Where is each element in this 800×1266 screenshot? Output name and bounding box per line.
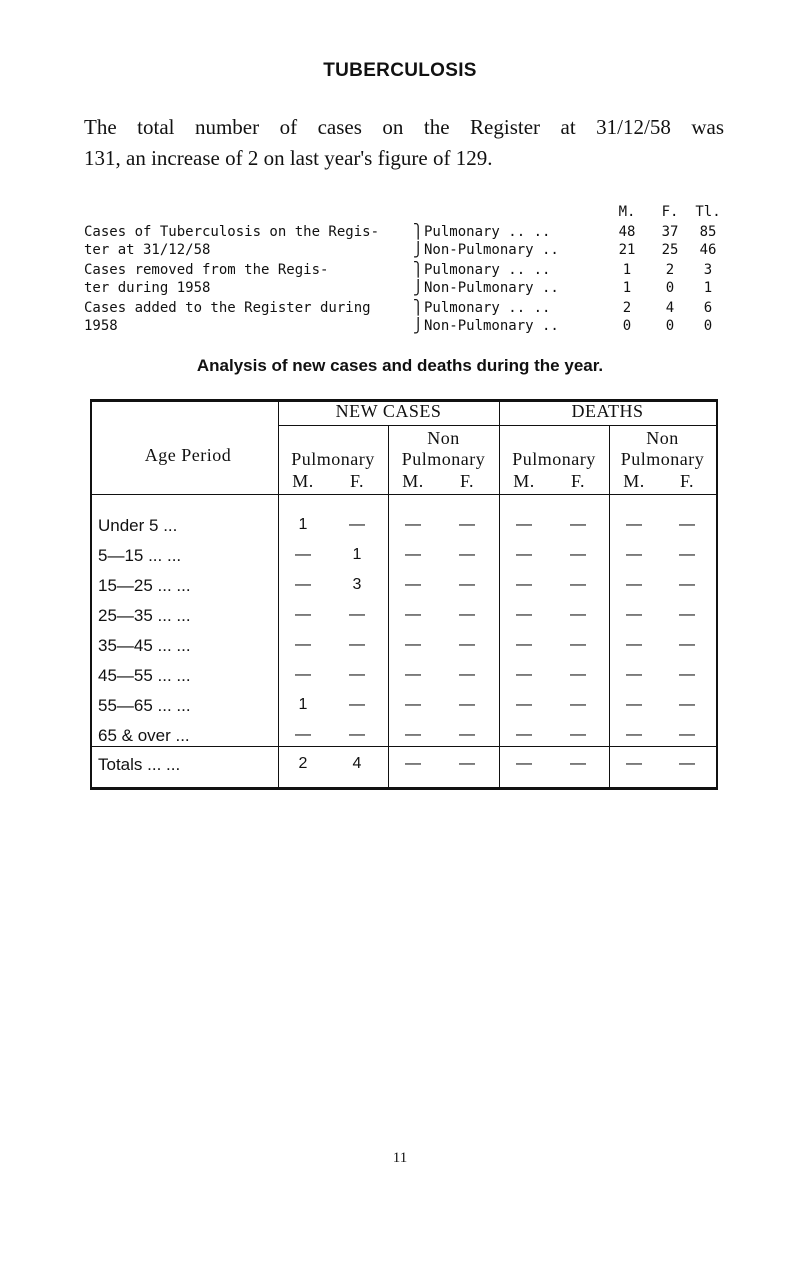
death-non-header: Non: [646, 428, 679, 448]
table-row-value: —: [516, 666, 532, 683]
table-row-value: —: [626, 636, 642, 653]
table-row-age: 5—15 ... ...: [98, 546, 182, 565]
header-male: M.: [618, 204, 636, 220]
new-non-header: Non: [427, 428, 460, 448]
table-row-value: —: [570, 576, 586, 593]
table-row-value: —: [459, 516, 475, 533]
male-count: 1: [622, 280, 632, 296]
table-row-age: 25—35 ... ...: [98, 606, 191, 625]
total-count: 6: [703, 300, 713, 316]
group-header-rule: [278, 425, 716, 426]
brace-bottom: ⎭: [414, 280, 423, 296]
register-type: Pulmonary .. ..: [424, 262, 551, 278]
table-row-value: —: [459, 696, 475, 713]
table-row-age: 35—45 ... ...: [98, 636, 191, 655]
register-header: [84, 204, 724, 222]
totals-row-value: —: [626, 755, 642, 772]
male-count: 0: [622, 318, 632, 334]
table-row-value: —: [516, 726, 532, 743]
brace-bottom: ⎭: [414, 318, 423, 334]
table-row-value: 3: [352, 576, 362, 593]
table-row-value: —: [349, 636, 365, 653]
sub-header-m: M.: [623, 471, 645, 491]
table-row-value: —: [295, 666, 311, 683]
register-type: Non-Pulmonary ..: [424, 318, 559, 334]
table-row-value: —: [626, 576, 642, 593]
register-row: [84, 224, 724, 242]
table-row-value: —: [405, 726, 421, 743]
sub-header-f: F.: [679, 471, 695, 491]
table-row-age: 45—55 ... ...: [98, 666, 191, 685]
death-non-pulmonary-header: Pulmonary: [620, 449, 705, 469]
table-row-value: —: [570, 666, 586, 683]
male-count: 48: [618, 224, 636, 240]
table-row-value: —: [679, 696, 695, 713]
table-row-value: —: [405, 666, 421, 683]
brace-top: ⎫: [414, 224, 423, 240]
table-row-value: —: [459, 546, 475, 563]
table-row-value: —: [459, 576, 475, 593]
table-row-value: —: [349, 516, 365, 533]
deaths-header: DEATHS: [571, 401, 644, 421]
column-rule: [609, 425, 610, 787]
male-count: 1: [622, 262, 632, 278]
totals-row-value: —: [570, 755, 586, 772]
totals-top-rule: [90, 746, 718, 747]
table-row-value: —: [516, 516, 532, 533]
table-row-value: —: [349, 666, 365, 683]
register-row: [84, 280, 724, 298]
female-count: 0: [665, 318, 675, 334]
table-row-value: —: [405, 576, 421, 593]
table-row-value: —: [295, 636, 311, 653]
table-row-value: 1: [298, 516, 308, 533]
table-row-value: —: [626, 516, 642, 533]
table-row-value: —: [679, 546, 695, 563]
sub-header-f: F.: [459, 471, 475, 491]
totals-row-value: —: [405, 755, 421, 772]
table-row-value: —: [295, 546, 311, 563]
register-row: [84, 242, 724, 260]
table-row-value: —: [679, 606, 695, 623]
table-row-value: —: [570, 726, 586, 743]
table-row-value: —: [570, 516, 586, 533]
table-row-value: —: [405, 606, 421, 623]
male-count: 2: [622, 300, 632, 316]
register-description: ter at 31/12/58: [84, 242, 211, 258]
page-title: TUBERCULOSIS: [323, 60, 477, 81]
table-row-value: —: [405, 516, 421, 533]
female-count: 2: [665, 262, 675, 278]
intro-line-1: The total number of cases on the Register at 31/12/58 was: [84, 115, 724, 139]
column-rule: [388, 425, 389, 787]
total-count: 0: [703, 318, 713, 334]
table-row-value: —: [570, 696, 586, 713]
table-row-value: —: [516, 606, 532, 623]
total-count: 85: [699, 224, 717, 240]
register-type: Pulmonary .. ..: [424, 300, 551, 316]
header-total: Tl.: [695, 204, 721, 220]
register-row: [84, 318, 724, 336]
totals-row-value: —: [679, 755, 695, 772]
sub-header-f: F.: [570, 471, 586, 491]
register-description: ter during 1958: [84, 280, 211, 296]
age-period-header: Age Period: [144, 445, 232, 465]
table-row-value: —: [295, 576, 311, 593]
analysis-table: [90, 399, 718, 790]
table-row-age: Under 5 ...: [98, 516, 178, 535]
table-row-age: 15—25 ... ...: [98, 576, 191, 595]
table-bottom-rule: [90, 787, 718, 790]
table-row-age: 65 & over ...: [98, 726, 190, 745]
table-row-value: —: [405, 696, 421, 713]
register-description: 1958: [84, 318, 118, 334]
table-row-value: —: [349, 606, 365, 623]
table-row-value: —: [516, 546, 532, 563]
total-count: 46: [699, 242, 717, 258]
table-row-value: —: [570, 636, 586, 653]
table-row-value: —: [459, 606, 475, 623]
new-pulmonary-header: Pulmonary: [291, 449, 375, 469]
table-row-value: —: [349, 726, 365, 743]
table-row-value: —: [459, 666, 475, 683]
female-count: 4: [665, 300, 675, 316]
sub-header-m: M.: [513, 471, 535, 491]
table-row-value: —: [626, 666, 642, 683]
register-description: Cases removed from the Regis-: [84, 262, 329, 278]
totals-row-value: 2: [298, 755, 308, 772]
sub-header-m: M.: [292, 471, 314, 491]
register-description: Cases added to the Register during: [84, 300, 371, 316]
total-count: 3: [703, 262, 713, 278]
intro-paragraph: [84, 112, 724, 174]
brace-bottom: ⎭: [414, 242, 423, 258]
table-row-value: —: [295, 726, 311, 743]
table-row-value: —: [516, 576, 532, 593]
death-pulmonary-header: Pulmonary: [512, 449, 596, 469]
table-row-value: 1: [352, 546, 362, 563]
analysis-title: Analysis of new cases and deaths during the year.: [196, 356, 604, 375]
total-count: 1: [703, 280, 713, 296]
table-row-value: —: [679, 636, 695, 653]
table-row-value: —: [459, 726, 475, 743]
table-row-value: —: [679, 516, 695, 533]
register-type: Non-Pulmonary ..: [424, 242, 559, 258]
table-row-value: —: [459, 636, 475, 653]
brace-top: ⎫: [414, 262, 423, 278]
table-row-value: —: [295, 606, 311, 623]
totals-row-value: —: [459, 755, 475, 772]
register-type: Pulmonary .. ..: [424, 224, 551, 240]
register-description: Cases of Tuberculosis on the Regis-: [84, 224, 380, 240]
sub-header-m: M.: [402, 471, 424, 491]
table-left-rule: [90, 399, 92, 790]
table-row-value: —: [405, 546, 421, 563]
brace-top: ⎫: [414, 300, 423, 316]
header-bottom-rule: [90, 494, 718, 495]
table-row-age: 55—65 ... ...: [98, 696, 191, 715]
table-row-value: —: [516, 696, 532, 713]
totals-row-value: —: [516, 755, 532, 772]
female-count: 37: [661, 224, 679, 240]
header-female: F.: [661, 204, 679, 220]
new-non-pulmonary-header: Pulmonary: [401, 449, 486, 469]
table-row-value: —: [570, 606, 586, 623]
register-row: [84, 262, 724, 280]
table-row-value: —: [516, 636, 532, 653]
register-row: [84, 300, 724, 318]
female-count: 0: [665, 280, 675, 296]
male-count: 21: [618, 242, 636, 258]
intro-line-2: 131, an increase of 2 on last year's figure of 129.: [84, 146, 493, 170]
table-row-value: —: [626, 726, 642, 743]
table-row-value: —: [626, 606, 642, 623]
table-row-value: —: [570, 546, 586, 563]
table-row-value: —: [679, 666, 695, 683]
table-row-value: —: [626, 546, 642, 563]
table-row-value: —: [405, 636, 421, 653]
table-row-value: —: [349, 696, 365, 713]
page-number: 11: [392, 1150, 408, 1166]
table-row-value: —: [626, 696, 642, 713]
totals-row-age: Totals ... ...: [98, 755, 181, 774]
sub-header-f: F.: [349, 471, 365, 491]
table-row-value: 1: [298, 696, 308, 713]
register-type: Non-Pulmonary ..: [424, 280, 559, 296]
female-count: 25: [661, 242, 679, 258]
table-row-value: —: [679, 576, 695, 593]
table-right-rule: [716, 399, 718, 790]
new-cases-header: NEW CASES: [335, 401, 442, 421]
totals-row-value: 4: [352, 755, 362, 772]
table-row-value: —: [679, 726, 695, 743]
